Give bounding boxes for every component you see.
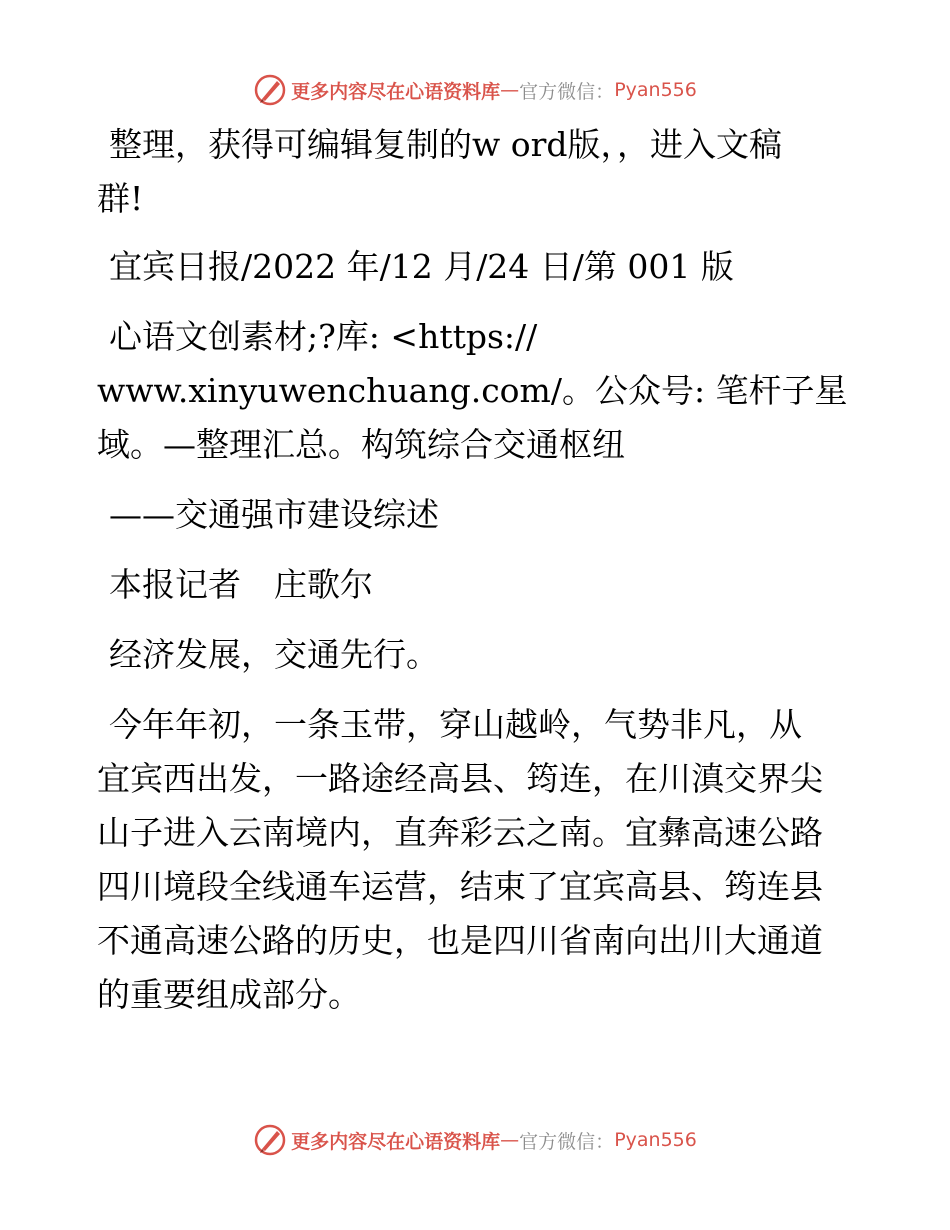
- banner-content: [253, 1123, 697, 1157]
- text-line: ——交通强市建设综述: [109, 495, 439, 534]
- text-line: 的重要组成部分。: [97, 975, 361, 1014]
- text-line: 本报记者 庄歌尔: [109, 565, 373, 604]
- banner-wechat-id: Pyan556: [614, 79, 697, 101]
- quill-pen-circle-icon: [253, 1123, 287, 1157]
- banner-dash: —: [500, 1129, 520, 1151]
- banner-main-text: 更多内容尽在心语资料库: [291, 80, 501, 103]
- document-body: [97, 118, 857, 1038]
- banner-dash: —: [500, 79, 520, 101]
- text-line: www.xinyuwenchuang.com/。公众号: 笔杆子星: [97, 371, 848, 410]
- paragraph-body: [97, 698, 857, 1022]
- text-line: 群!: [97, 179, 144, 218]
- text-line: 今年年初，一条玉带，穿山越岭，气势非凡，从: [109, 705, 802, 744]
- paragraph-lead: [97, 628, 857, 682]
- text-line: 四川境段全线通车运营，结束了宜宾高县、筠连县: [97, 867, 823, 906]
- text-line: 山子进入云南境内，直奔彩云之南。宜彝高速公路: [97, 813, 823, 852]
- paragraph-subtitle: [97, 488, 857, 542]
- paragraph-library: [97, 310, 857, 472]
- text-line: 整理，获得可编辑复制的w ord版，，进入文稿: [109, 125, 783, 164]
- text-line: 宜宾西出发，一路途经高县、筠连，在川滇交界尖: [97, 759, 823, 798]
- paragraph-intro: [97, 118, 857, 226]
- paragraph-source: [97, 240, 857, 294]
- banner-sub-text: 官方微信：: [519, 1130, 615, 1153]
- banner-main-text: 更多内容尽在心语资料库: [291, 1130, 501, 1153]
- text-line: 经济发展，交通先行。: [109, 635, 439, 674]
- footer-watermark-banner: [0, 1120, 950, 1160]
- banner-content: [253, 73, 697, 107]
- text-line: 心语文创素材;?库: <https://: [109, 317, 538, 356]
- banner-wechat-id: Pyan556: [614, 1129, 697, 1151]
- header-watermark-banner: [0, 70, 950, 110]
- text-line: 不通高速公路的历史，也是四川省南向出川大通道: [97, 921, 823, 960]
- text-line: 域。—整理汇总。构筑综合交通枢纽: [97, 425, 625, 464]
- banner-sub-text: 官方微信：: [519, 80, 615, 103]
- text-line: 宜宾日报/2022 年/12 月/24 日/第 001 版: [109, 247, 734, 286]
- paragraph-byline: [97, 558, 857, 612]
- quill-pen-circle-icon: [253, 73, 287, 107]
